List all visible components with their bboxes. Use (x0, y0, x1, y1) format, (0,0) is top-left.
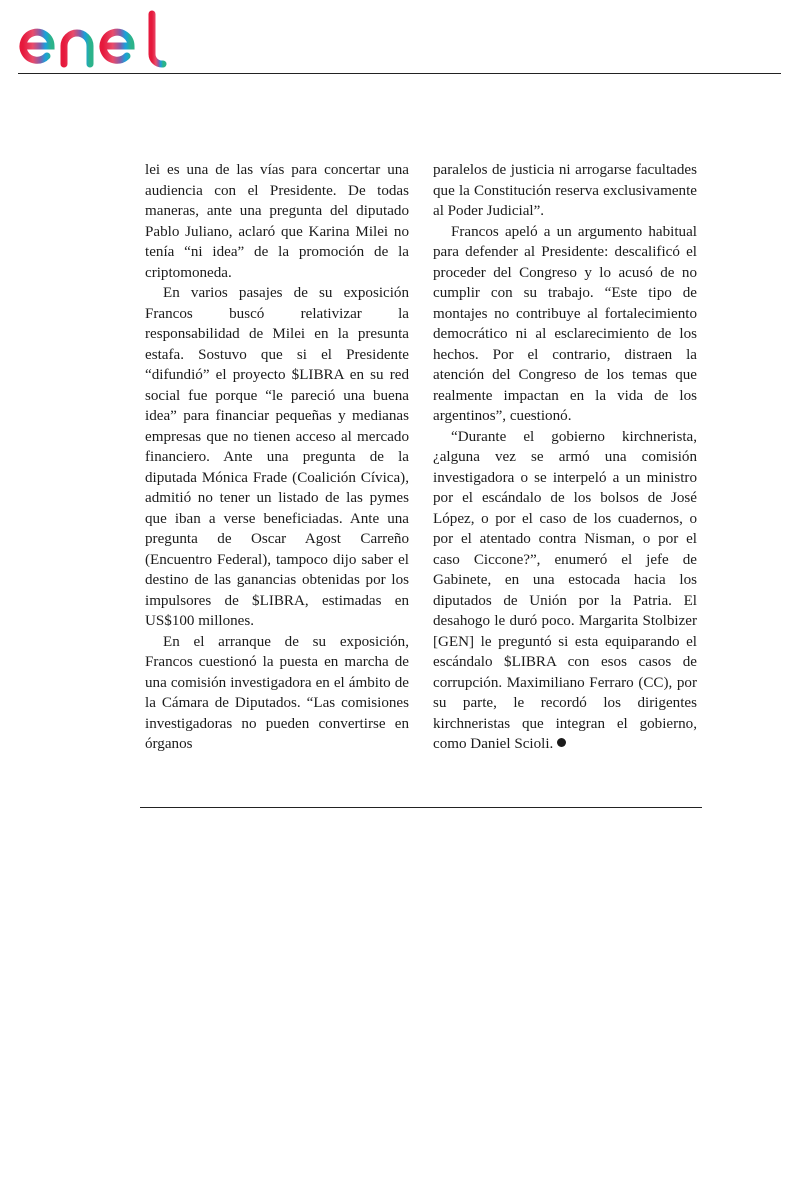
end-of-article-bullet-icon (557, 738, 566, 747)
header-divider (18, 73, 781, 74)
paragraph: paralelos de justicia ni arrogarse facultades que la Constitución reserva exclusivamente al Poder Judicial”. (433, 162, 697, 219)
article-column-left (145, 160, 409, 755)
paragraph-last (433, 427, 697, 755)
paragraph: Francos apeló a un argumento habitual para defender al Presidente: descalificó el proceder del Congreso y lo acusó de no cumplir con su trabajo. “Este tipo de montajes no contribuye al fortalecimiento democrático ni al esclarecimiento de los hechos. Por el contrario, distraen la atención del Congreso de los temas que realmente impactan en la vida de los argentinos”, cuestionó. (433, 223, 697, 424)
page-header (0, 0, 800, 80)
article-body (145, 160, 700, 785)
paragraph: En varios pasajes de su exposición Francos buscó relativizar la responsabilidad de Milei en la presunta estafa. Sostuvo que si el Presidente “difundió” el proyecto $LIBRA en su red social fue porque “le pareció una buena idea” para financiar pequeñas y medianas empresas que no tienen acceso al mercado financiero. Ante una pregunta de la diputada Mónica Frade (Coalición Cívica), admitió no tener un listado de las pymes que iban a verse beneficiadas. Ante una pregunta de Oscar Agost Carreño (Encuentro Federal), tampoco dijo saber el destino de las ganancias obtenidas por los impulsores de $LIBRA, estimadas en US$100 millones. (145, 285, 409, 629)
paragraph: lei es una de las vías para concertar una audiencia con el Presidente. De todas maneras, ante una pregunta del diputado Pablo Juliano, aclaró que Karina Milei no tenía “ni idea” de la promoción de la criptomoneda. (145, 162, 409, 281)
paragraph-text: “Durante el gobierno kirchnerista, ¿alguna vez se armó una comisión investigadora o se interpeló a un ministro por el escándalo de los bolsos de José López, o por el caso de los cuadernos, o por el atentado contra Nisman, o por el caso Ciccone?”, enumeró el jefe de Gabinete, en una estocada hacia los diputados de Unión por la Patria. El desahogo le duró poco. Margarita Stolbizer [GEN] le preguntó si esta equiparando el escándalo $LIBRA con esos casos de corrupción. Maximiliano Ferraro (CC), por su parte, le recordó los dirigentes kirchneristas que integran el gobierno, como Daniel Scioli. (433, 428, 697, 752)
article-column-right (433, 160, 697, 755)
footer-divider (140, 807, 702, 808)
enel-logo (18, 8, 170, 68)
paragraph: En el arranque de su exposición, Francos cuestionó la puesta en marcha de una comisión investigadora en el ámbito de la Cámara de Diputados. “Las comisiones investigadoras no pueden convertirse en órganos (145, 633, 409, 752)
